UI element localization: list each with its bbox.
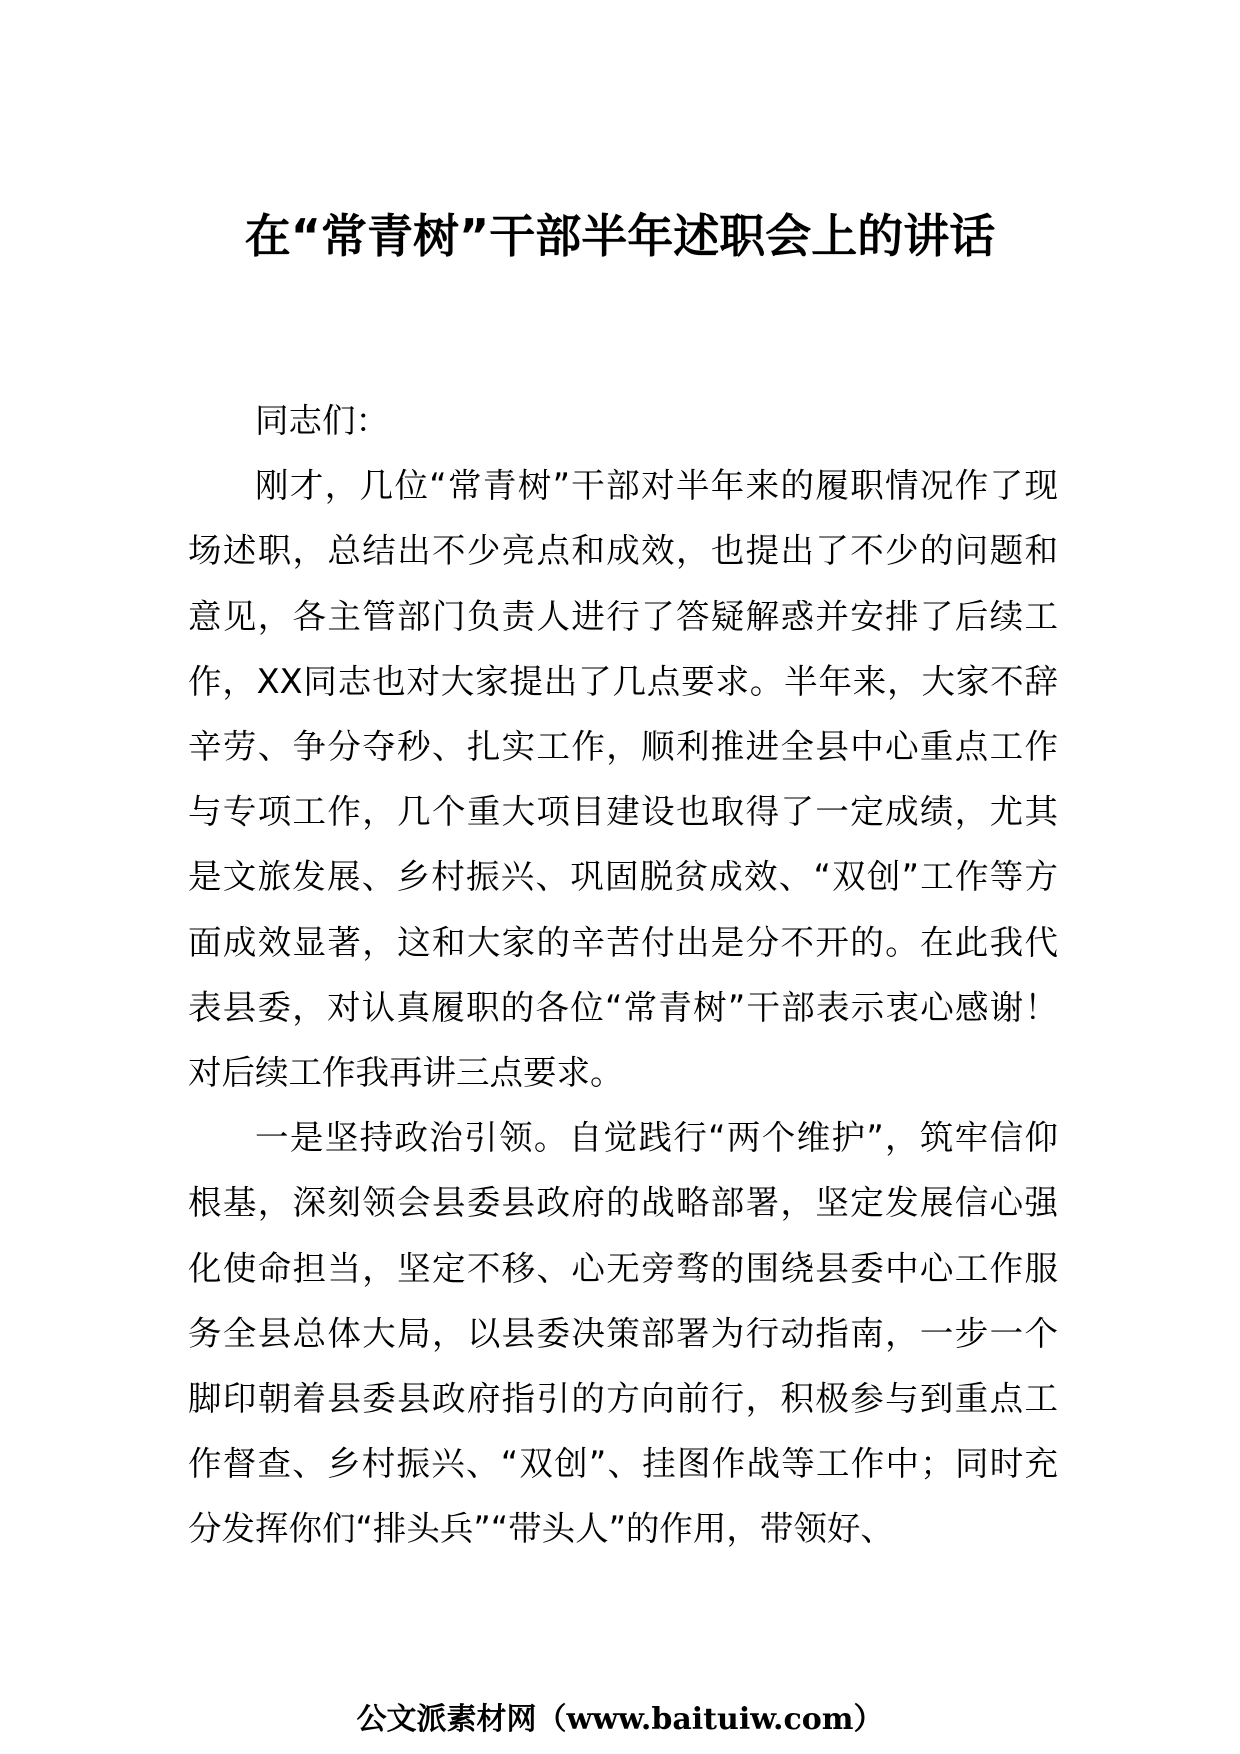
document-title: 在“常青树”干部半年述职会上的讲话 bbox=[244, 209, 996, 263]
source-footer: 公文派素材网（www.baituiw.com） bbox=[356, 1702, 884, 1737]
body-paragraph-1: 刚才，几位“常青树”干部对半年来的履职情况作了现场述职，总结出不少亮点和成效，也提出了不少的问题和意见，各主管部门负责人进行了答疑解惑并安排了后续工作，XX同志也对大家提出了几点要求。半年来，大家不辞辛劳、争分夺秒、扎实工作，顺利推进全县中心重点工作与专项工作，几个重大项目建设也取得了一定成绩，尤其是文旅发展、乡村振兴、巩固脱贫成效、“双创”工作等方面成效显著，这和大家的辛苦付出是分不开的。在此我代表县委，对认真履职的各位“常青树”干部表示衷心感谢！对后续工作我再讲三点要求。 bbox=[188, 466, 1058, 1093]
document-body bbox=[188, 388, 1058, 1562]
body-paragraph-2: 一是坚持政治引领。自觉践行“两个维护”，筑牢信仰根基，深刻领会县委县政府的战略部署，坚定发展信心强化使命担当，坚定不移、心无旁骛的围绕县委中心工作服务全县总体大局，以县委决策部署为行动指南，一步一个脚印朝着县委县政府指引的方向前行，积极参与到重点工作督查、乡村振兴、“双创”、挂图作战等工作中；同时充分发挥你们“排头兵”“带头人”的作用，带领好、 bbox=[188, 1118, 1058, 1549]
salutation-paragraph: 同志们： bbox=[255, 401, 389, 440]
